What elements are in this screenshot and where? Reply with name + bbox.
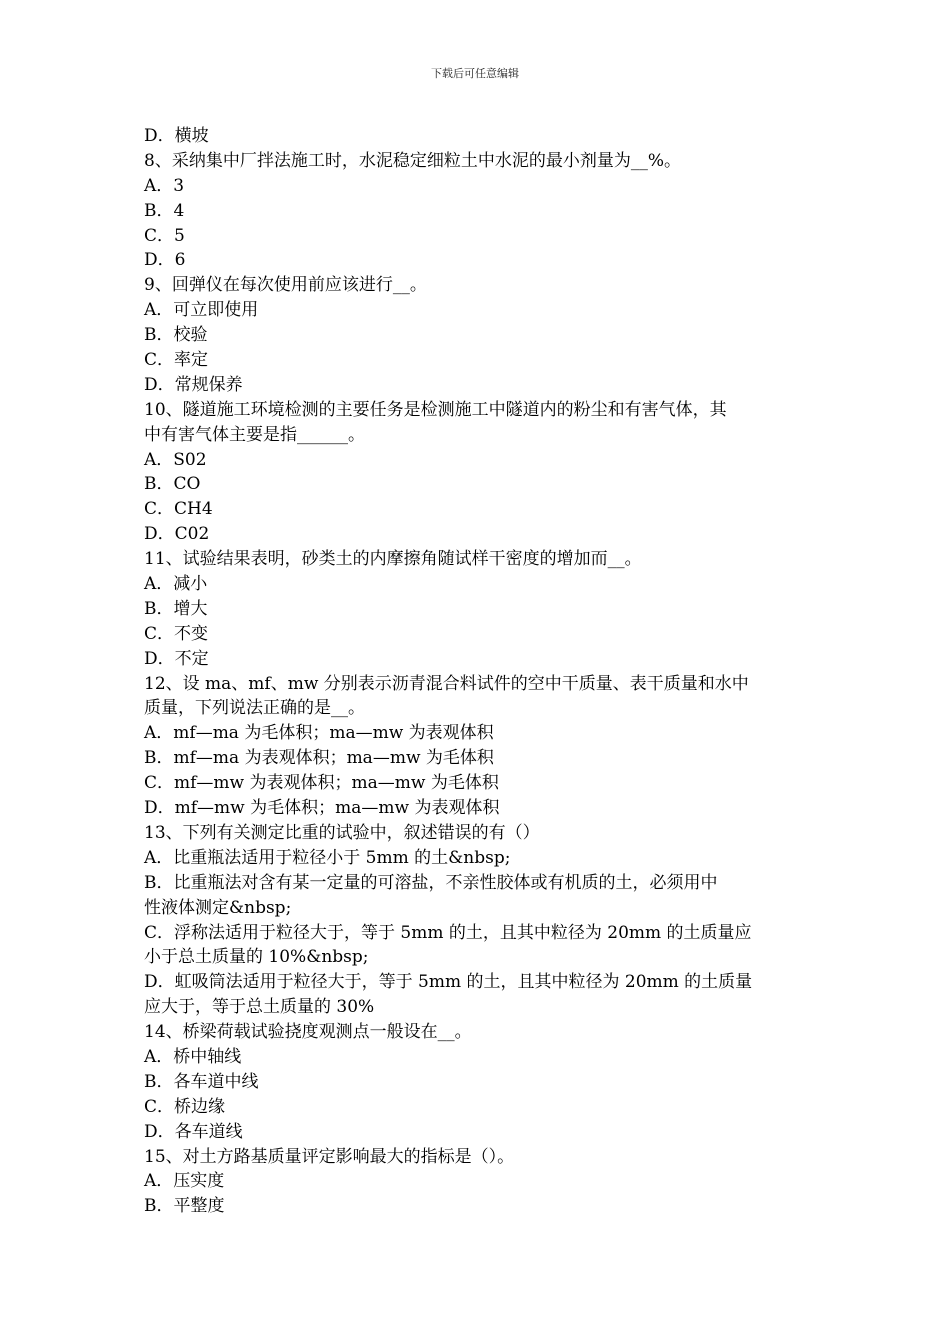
answer-option: D．常规保养 [144, 374, 243, 395]
answer-option: C．浮称法适用于粒径大于，等于 5mm 的土，且其中粒径为 20mm 的土质量应 [144, 922, 752, 943]
answer-option: C．CH4 [144, 499, 213, 520]
question-text: 14、桥梁荷载试验挠度观测点一般设在__。 [144, 1022, 472, 1043]
question-text: 8、采纳集中厂拌法施工时，水泥稳定细粒土中水泥的最小剂量为__%。 [144, 150, 681, 171]
page-header: 下载后可任意编辑 [431, 67, 519, 80]
answer-option: B．平整度 [144, 1196, 225, 1217]
answer-option: D．6 [144, 250, 186, 271]
answer-option: B．4 [144, 200, 185, 221]
question-text: 中有害气体主要是指______。 [144, 424, 365, 445]
answer-option: A．mf—ma 为毛体积；ma—mw 为表观体积 [144, 723, 494, 744]
answer-option: B．mf—ma 为表观体积；ma—mw 为毛体积 [144, 748, 494, 769]
answer-option: C．率定 [144, 350, 209, 371]
answer-option: A．比重瓶法适用于粒径小于 5mm 的土&nbsp; [144, 847, 511, 868]
answer-option: B．CO [144, 474, 201, 495]
answer-option: D．不定 [144, 648, 209, 669]
question-text: 9、回弹仪在每次使用前应该进行__。 [144, 275, 427, 296]
answer-option: D．横坡 [144, 126, 209, 146]
answer-option: D．虹吸筒法适用于粒径大于，等于 5mm 的土，且其中粒径为 20mm 的土质量 [144, 972, 753, 993]
question-text: 15、对土方路基质量评定影响最大的指标是（）。 [144, 1146, 515, 1167]
answer-option: B．校验 [144, 325, 208, 346]
answer-option: D．各车道线 [144, 1121, 243, 1142]
answer-option: C．桥边缘 [144, 1096, 226, 1117]
answer-option: D．C02 [144, 524, 210, 545]
question-text: 10、隧道施工环境检测的主要任务是检测施工中隧道内的粉尘和有害气体，其 [144, 399, 727, 420]
answer-option: A．可立即使用 [144, 300, 259, 321]
answer-option: A．压实度 [144, 1171, 225, 1192]
answer-option: C．mf—mw 为表观体积；ma—mw 为毛体积 [144, 773, 499, 794]
answer-option: B．比重瓶法对含有某一定量的可溶盐，不亲性胶体或有机质的土，必须用中 [144, 872, 718, 893]
answer-option: 性液体测定&nbsp; [144, 897, 292, 918]
question-text: 11、试验结果表明，砂类土的内摩擦角随试样干密度的增加而__。 [144, 549, 642, 570]
answer-option: A．3 [144, 175, 185, 196]
answer-option: C．不变 [144, 623, 209, 644]
question-text: 13、下列有关测定比重的试验中，叙述错误的有（） [144, 822, 540, 843]
question-text: 12、设 ma、mf、mw 分别表示沥青混合料试件的空中干质量、表干质量和水中 [144, 673, 749, 694]
answer-option: 小于总土质量的 10%&nbsp; [144, 947, 369, 968]
answer-option: D．mf—mw 为毛体积；ma—mw 为表观体积 [144, 798, 500, 819]
answer-option: C．5 [144, 225, 185, 246]
answer-option: 应大于，等于总土质量的 30% [144, 997, 375, 1018]
answer-option: A．桥中轴线 [144, 1046, 242, 1067]
answer-option: B．各车道中线 [144, 1071, 259, 1092]
answer-option: B．增大 [144, 598, 208, 619]
document-body [144, 124, 812, 1219]
answer-option: A．减小 [144, 574, 208, 595]
question-text: 质量，下列说法正确的是__。 [144, 698, 365, 719]
answer-option: A．S02 [144, 449, 207, 470]
